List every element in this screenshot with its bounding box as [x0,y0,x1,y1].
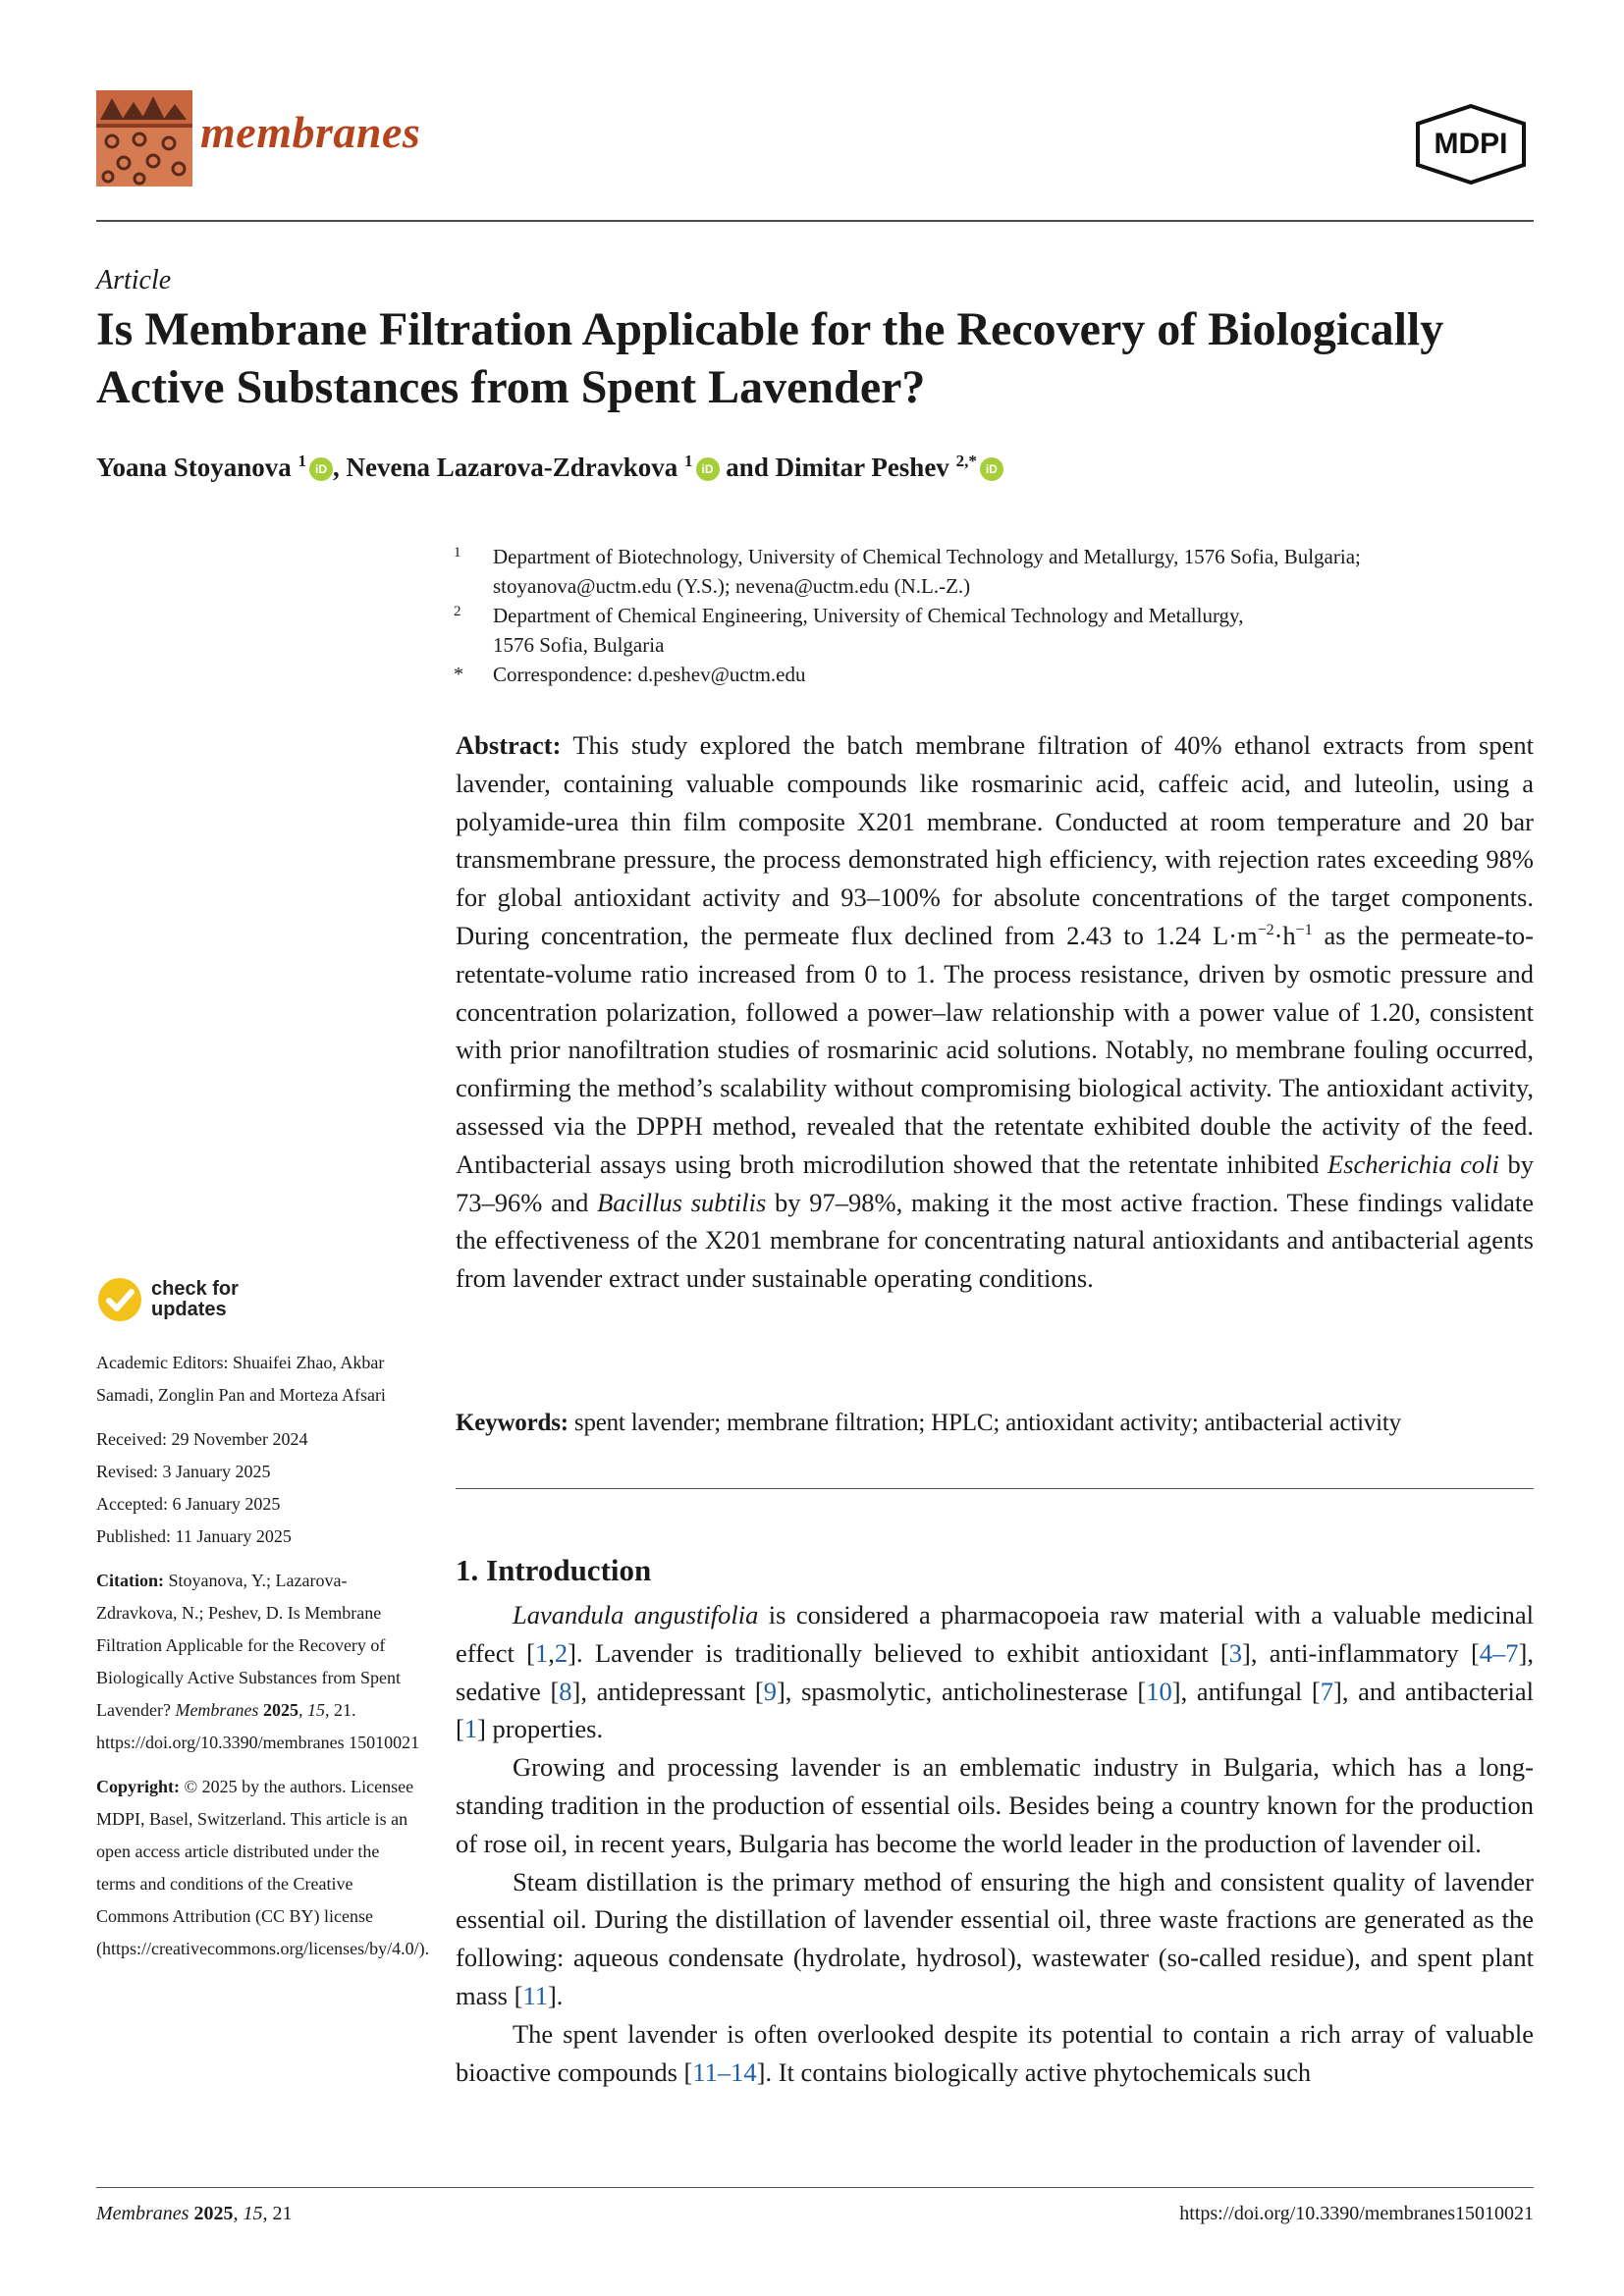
author-affiliation-mark: 1 [298,452,307,470]
check-updates-icon [96,1276,143,1323]
article-title: Is Membrane Filtration Applicable for the Recovery of Biologically Active Substances from Spent Lavender? [96,303,1444,413]
species-name: Escherichia coli [1327,1148,1499,1179]
author-name: Nevena Lazarova-Zdravkova [346,453,678,482]
date-revised: Revised: 3 January 2025 [96,1462,271,1481]
author-separator: and [719,453,776,482]
species-name: Lavandula angustifolia [513,1600,759,1629]
date-accepted: Accepted: 6 January 2025 [96,1494,281,1514]
paragraph [456,1863,1534,2015]
reference-link[interactable]: 11–14 [692,2056,757,2087]
section-divider [456,1488,1534,1489]
paragraph-text: ], antifungal [ [1171,1676,1321,1706]
affiliation-mark: * [454,664,463,685]
citation-text: Stoyanova, Y.; Lazarova-Zdravkova, N.; Peshev, D. Is Membrane Filtration Applicable for the Recovery of Biologically Active Substances from Spent Lavender? [96,1571,401,1720]
affiliation-item [454,601,1534,660]
affiliations [454,542,1534,689]
check-updates-label [151,1279,239,1320]
introduction-body [456,1596,1534,2091]
author-separator: , [333,453,347,482]
affiliation-item [454,542,1534,601]
section-heading: 1. Introduction [456,1553,652,1587]
orcid-icon[interactable]: iD [696,457,720,481]
citation-volume: , 15 [298,1700,325,1720]
reference-link[interactable]: 3 [1228,1637,1242,1668]
paragraph-text: ]. [547,1980,564,2010]
affiliation-line: 1576 Sofia, Bulgaria [493,633,665,657]
check-updates-line: updates [151,1299,227,1320]
academic-editors: Academic Editors: Shuaifei Zhao, Akbar Samadi, Zonglin Pan and Morteza Afsari [96,1353,386,1405]
footer-volume: , 15 [233,2203,263,2224]
date-received: Received: 29 November 2024 [96,1429,308,1449]
paragraph-text: , [548,1637,555,1668]
citation [96,1565,420,1759]
keywords [456,1410,1534,1437]
abstract-label: Abstract: [456,730,562,760]
paragraph-text: is considered a pharmacopoeia raw material with a valuable medicinal effect [ [456,1600,1534,1668]
footer-year: 2025 [189,2203,234,2224]
paragraph-text: The spent lavender is often overlooked despite its potential to contain a rich array of valuable bioactive compounds [ [456,2018,1534,2087]
reference-link[interactable]: 1 [463,1714,478,1744]
abstract-superscript: −2 [1257,922,1274,939]
paragraph [456,2015,1534,2092]
species-name: Bacillus subtilis [597,1187,767,1217]
paragraph-text: ], anti-inflammatory [ [1242,1637,1480,1668]
mdpi-logo [1408,102,1534,187]
author-list [96,452,1003,483]
paragraph-text: ]. Lavender is traditionally believed to exhibit antioxidant [ [568,1637,1229,1668]
reference-link[interactable]: 8 [559,1676,572,1706]
reference-link[interactable]: 9 [763,1676,777,1706]
copyright-text: © 2025 by the authors. Licensee MDPI, Basel, Switzerland. This article is an open access article distributed under the terms and conditions of the Creative Commons Attribution (CC BY) license (https://creativecommons.org/licenses/by/4.0/). [96,1777,430,1958]
abstract-superscript: −1 [1295,922,1313,939]
publication-dates [96,1423,420,1553]
reference-link[interactable]: 1 [535,1637,549,1668]
date-published: Published: 11 January 2025 [96,1526,292,1546]
affiliation-mark: 1 [454,545,461,561]
reference-link[interactable]: 10 [1146,1676,1172,1706]
header-divider [96,220,1534,222]
copyright [96,1771,430,1965]
paragraph [456,1596,1534,1748]
check-updates-line: check for [151,1278,239,1300]
article-type: Article [96,265,172,295]
affiliation-item [454,660,1534,689]
paragraph-text: ], antidepressant [ [571,1676,764,1706]
author-name: Dimitar Peshev [775,453,949,482]
article-info-sidebar [96,1347,430,1977]
abstract-text: by 97–98%, making it the most active fraction. These findings validate the effectiveness of the X201 membrane for concentrating natural antioxidants and antibacterial agents from lavender extract under sustainable operating conditions. [456,1187,1534,1294]
paragraph-text: ]. It contains biologically active phytochemicals such [756,2056,1312,2087]
journal-logo [96,90,192,187]
keywords-text: spent lavender; membrane filtration; HPLC; antioxidant activity; antibacterial activity [568,1410,1401,1436]
footer-doi-link[interactable]: https://doi.org/10.3390/membranes15010021 [1179,2203,1534,2224]
copyright-label: Copyright: [96,1777,180,1796]
abstract-text: This study explored the batch membrane filtration of 40% ethanol extracts from spent lavender, containing valuable compounds like rosmarinic acid, caffeic acid, and luteolin, using a polyamide-urea thin film composite X201 membrane. Conducted at room temperature and 20 bar transmembrane pressure, the process demonstrated high efficiency, with rejection rates exceeding 98% for global antioxidant activity and 93–100% for absolute concentrations of the target components. During concentration, the permeate flux declined from 2.43 to 1.24 L·m [456,730,1534,950]
footer-divider [96,2187,1534,2188]
affiliation-mark: 2 [454,604,461,619]
paragraph-text: ], sedative [ [456,1637,1534,1706]
citation-doi[interactable]: , 21. https://doi.org/10.3390/membranes 15010021 [96,1700,420,1752]
affiliation-line: Department of Chemical Engineering, University of Chemical Technology and Metallurgy, [493,604,1244,627]
footer-article-number: , 21 [262,2203,293,2224]
abstract-text: by 73–96% and [456,1148,1535,1217]
citation-label: Citation: [96,1571,164,1590]
mdpi-logo-text: MDPI [1434,128,1508,160]
orcid-icon[interactable]: iD [980,457,1003,481]
journal-name: membranes [200,107,421,157]
abstract [456,726,1534,1298]
abstract-text: ·h [1273,920,1296,950]
paragraph: Growing and processing lavender is an emblematic industry in Bulgaria, which has a long-standing tradition in the production of essential oils. Besides being a country known for the production of rose oil, in recent years, Bulgaria has become the world leader in the production of lavender oil. [456,1752,1534,1858]
author-affiliation-mark: 1 [684,452,693,470]
affiliation-line: stoyanova@uctm.edu (Y.S.); nevena@uctm.edu (N.L.-Z.) [493,574,971,598]
reference-link[interactable]: 7 [1320,1676,1334,1706]
reference-link[interactable]: 11 [522,1980,548,2010]
paragraph-text: ], spasmolytic, anticholinesterase [ [776,1676,1147,1706]
citation-journal: Membranes [175,1700,259,1720]
keywords-label: Keywords: [456,1410,568,1436]
affiliation-line: Correspondence: d.peshev@uctm.edu [493,663,806,686]
reference-link[interactable]: 2 [554,1637,568,1668]
footer-citation [96,2203,292,2225]
paragraph-text: ], and antibacterial [ [456,1676,1534,1744]
affiliation-line: Department of Biotechnology, University of Chemical Technology and Metallurgy, 1576 Sofia, Bulgaria; [493,545,1361,568]
paragraph-text: ] properties. [477,1714,604,1744]
footer-journal: Membranes [96,2203,189,2224]
reference-link[interactable]: 4–7 [1479,1637,1519,1668]
author-name: Yoana Stoyanova [96,453,292,482]
abstract-text: as the permeate-to-retentate-volume ratio increased from 0 to 1. The process resistance, driven by osmotic pressure and concentration polarization, followed a power–law relationship with a power value of 1.20, consistent with prior nanofiltration studies of rosmarinic acid solutions. Notably, no membrane fouling occurred, confirming the method’s scalability without compromising biological activity. The antioxidant activity, assessed via the DPPH method, revealed that the retentate exhibited double the activity of the feed. Antibacterial assays using broth microdilution showed that the retentate inhibited [456,920,1534,1179]
check-for-updates-button[interactable] [96,1276,273,1325]
paragraph-text: Steam distillation is the primary method of ensuring the high and consistent quality of lavender essential oil. During the distillation of lavender essential oil, three waste fractions are generated as the following: aqueous condensate (hydrolate, hydrosol), wastewater (so-called residue), and spent plant mass [ [456,1866,1534,2010]
orcid-icon[interactable]: iD [309,457,333,481]
citation-year: 2025 [258,1700,298,1720]
author-affiliation-mark: 2,* [955,452,977,470]
